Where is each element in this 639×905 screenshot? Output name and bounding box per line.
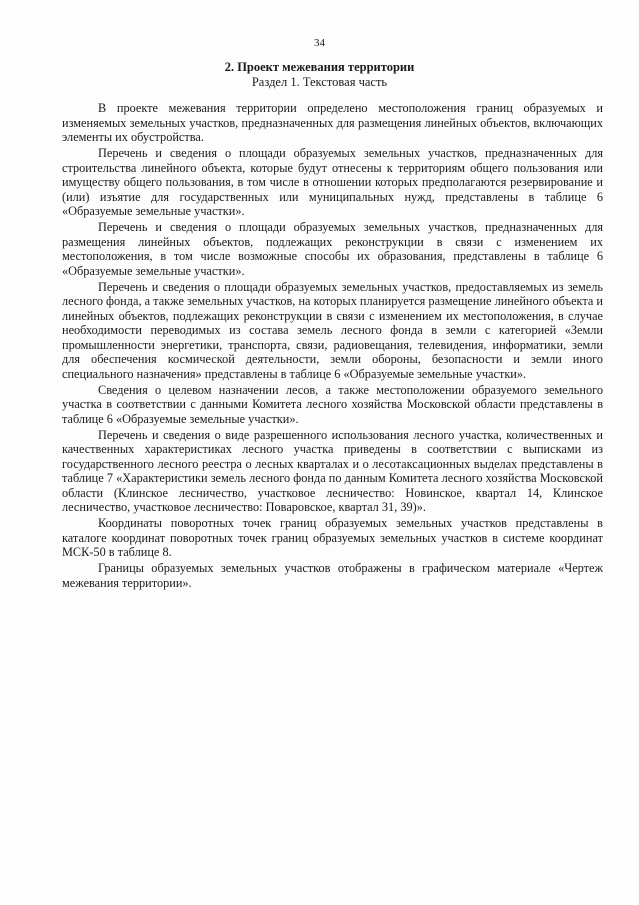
document-body [62, 101, 603, 592]
paragraph: Границы образуемых земельных участков отображены в графическом материале «Чертеж межевания территории». [62, 561, 603, 590]
section-heading: 2. Проект межевания территории [224, 60, 415, 74]
paragraph: В проекте межевания территории определено местоположения границ образуемых и изменяемых земельных участков, предназначенных для размещения линейных объектов, включающих элементы их обустройства. [62, 101, 603, 144]
page-number: 34 [314, 37, 325, 49]
paragraph: Перечень и сведения о площади образуемых земельных участков, предназначенных для строительства линейного объекта, которые будут отнесены к территориям общего пользования или имуществу общего пользования, в том числе в отношении которых предполагаются резервирование и (или) изъятие для государственных или муниципальных нужд, представлены в таблице 6 «Образуемые земельные участки». [62, 146, 603, 218]
paragraph: Перечень и сведения о площади образуемых земельных участков, предназначенных для размещения линейных объектов, подлежащих реконструкции в связи с изменением их местоположения, в том числе возможные способы их образования, представлены в таблице 6 «Образуемые земельные участки». [62, 220, 603, 278]
paragraph: Сведения о целевом назначении лесов, а также местоположении образуемого земельного участка в соответствии с данными Комитета лесного хозяйства Московской области представлены в таблице 6 «Образуемые земельные участки». [62, 382, 603, 426]
paragraph: Перечень и сведения о площади образуемых земельных участков, предоставляемых из земель лесного фонда, а также земельных участков, на которых планируется размещение линейного объекта и линейных объектов, подлежащих реконструкции в связи с изменением их местоположения, в случае необходимости переводимых из состава земель лесного фонда в земли с категорией «Земли промышленности энергетики, транспорта, связи, радиовещания, телевидения, информатики, земли для обеспечения космической деятельности, земли обороны, безопасности и земли иного специального назначения» представлены в таблице 6 «Образуемые земельные участки». [62, 279, 603, 381]
paragraph: Перечень и сведения о виде разрешенного использования лесного участка, количественных и качественных характеристиках лесного участка приведены в соответствии с выписками из государственного лесного реестра о лесных кварталах и о лесотаксационных выделах представлены в таблице 7 «Характеристики земель лесного фонда по данным Комитета лесного хозяйства Московской области (Клинское лесничество, участковое лесничество: Новинское, квартал 14, Клинское лесничество, участковое лесничество: Поваровское, квартал 31, 39)». [62, 427, 603, 514]
section-subheading: Раздел 1. Текстовая часть [251, 75, 388, 89]
paragraph: Координаты поворотных точек границ образуемых земельных участков представлены в каталоге координат поворотных точек границ образуемых земельных участков в системе координат МСК-50 в таблице 8. [62, 516, 603, 559]
